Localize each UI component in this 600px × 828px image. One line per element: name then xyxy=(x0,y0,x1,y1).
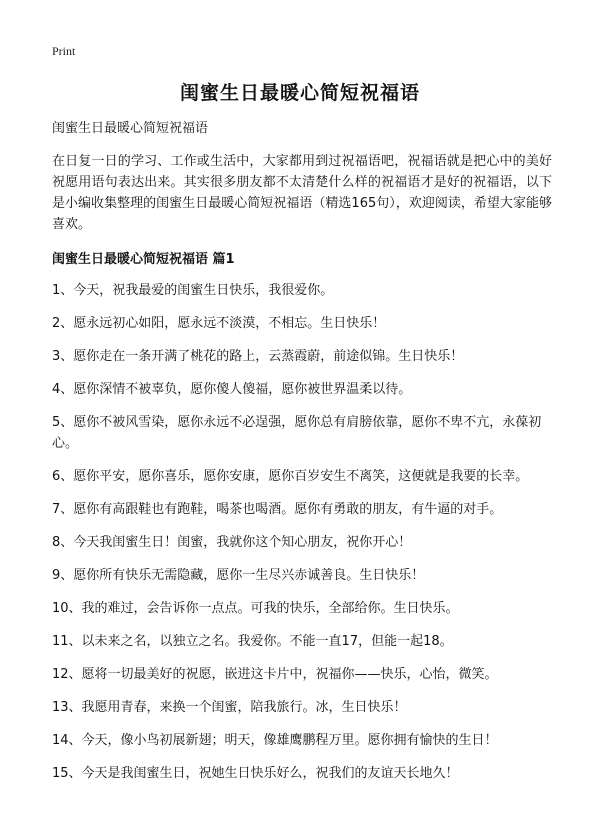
list-item: 8、今天我闺蜜生日！闺蜜，我就你这个知心朋友，祝你开心！ xyxy=(52,535,412,550)
print-link[interactable]: Print xyxy=(52,44,76,58)
section-heading: 闺蜜生日最暖心简短祝福语 篇1 xyxy=(52,252,235,267)
intro-paragraph: 在日复一日的学习、工作或生活中，大家都用到过祝福语吧，祝福语就是把心中的美好祝愿用语句表达出来。其实很多朋友都不太清楚什么样的祝福语才是好的祝福语，以下是小编收集整理的闺蜜生日最暖心简短祝福语（精选165句），欢迎阅读，希望大家能够喜欢。 xyxy=(52,154,552,232)
article-subtitle: 闺蜜生日最暖心简短祝福语 xyxy=(52,121,209,136)
list-item: 12、愿将一切最美好的祝愿，嵌进这卡片中，祝福你——快乐，心怡，微笑。 xyxy=(52,667,498,682)
list-item: 4、愿你深情不被辜负，愿你傻人傻福，愿你被世界温柔以待。 xyxy=(52,382,412,397)
list-item: 15、今天是我闺蜜生日，祝她生日快乐好么，祝我们的友谊天长地久！ xyxy=(52,766,459,781)
wish-list xyxy=(52,280,552,784)
list-item: 6、愿你平安，愿你喜乐，愿你安康，愿你百岁安生不离笑，这便就是我要的长幸。 xyxy=(52,469,529,484)
list-item: 2、愿永远初心如阳，愿永远不淡漠，不相忘。生日快乐！ xyxy=(52,316,386,331)
list-item: 1、今天，祝我最爱的闺蜜生日快乐，我很爱你。 xyxy=(52,283,334,298)
article-body xyxy=(52,118,552,796)
list-item: 14、今天，像小鸟初展新翅；明天，像雄鹰鹏程万里。愿你拥有愉快的生日！ xyxy=(52,733,498,748)
list-item: 10、我的难过，会告诉你一点点。可我的快乐，全部给你。生日快乐。 xyxy=(52,601,459,616)
list-item: 5、愿你不被风雪染，愿你永远不必逞强，愿你总有肩膀依靠，愿你不卑不亢，永葆初心。 xyxy=(52,415,542,451)
list-item: 7、愿你有高跟鞋也有跑鞋，喝茶也喝酒。愿你有勇敢的朋友，有牛逼的对手。 xyxy=(52,502,503,517)
list-item: 9、愿你所有快乐无需隐藏，愿你一生尽兴赤诚善良。生日快乐！ xyxy=(52,568,425,583)
list-item: 11、以未来之名，以独立之名。我爱你。不能一直17，但能一起18。 xyxy=(52,634,453,649)
list-item: 13、我愿用青春，来换一个闺蜜，陪我旅行。冰，生日快乐！ xyxy=(52,700,407,715)
page-title: 闺蜜生日最暖心简短祝福语 xyxy=(179,82,420,104)
list-item: 3、愿你走在一条开满了桃花的路上，云蒸霞蔚，前途似锦。生日快乐！ xyxy=(52,349,464,364)
